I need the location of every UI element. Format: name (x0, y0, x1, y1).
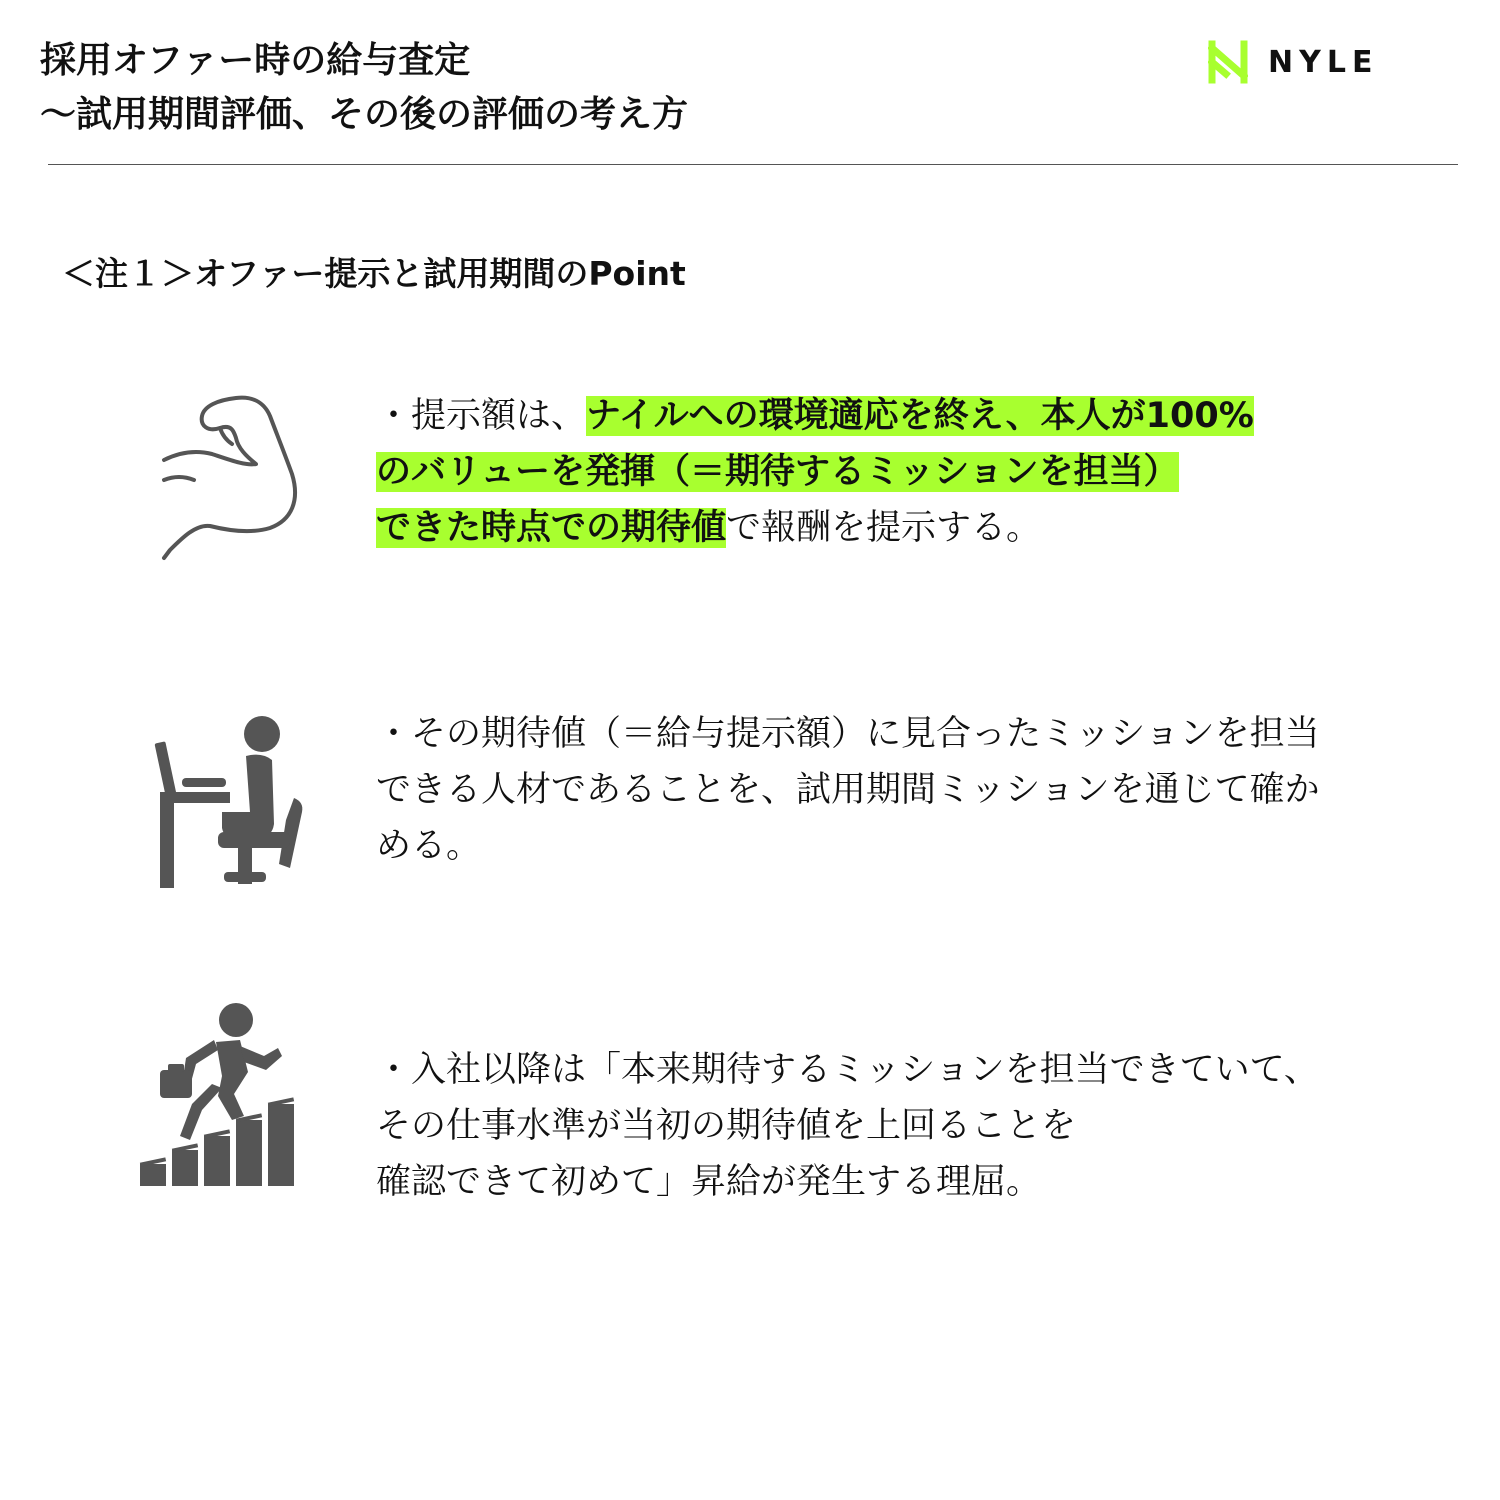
point-1-line-1-plain: ・提示額は、 (376, 396, 587, 436)
header-divider (48, 164, 1458, 165)
page-title-line-1: 採用オファー時の給与査定 (40, 40, 471, 81)
point-2-line-2: できる人材であることを、試用期間ミッションを通じて確か (376, 770, 1320, 810)
nyle-logo (1208, 40, 1378, 84)
flexed-arm-icon (160, 390, 310, 569)
point-2-line-1: ・その期待値（＝給与提示額）に見合ったミッションを担当 (376, 714, 1320, 754)
section-heading: ＜注１＞オファー提示と試用期間のPoint (62, 254, 686, 293)
point-1-line-1-highlight: ナイルへの環境適応を終え、本人が100% (586, 396, 1254, 436)
logo-text: NYLE (1268, 44, 1379, 80)
point-1-text (376, 388, 1436, 556)
point-3-text (376, 1042, 1436, 1210)
point-1-line-2-highlight: のバリューを発揮（＝期待するミッションを担当） (376, 452, 1179, 492)
page-title (40, 34, 1040, 142)
point-3-line-1: ・入社以降は「本来期待するミッションを担当できていて、 (376, 1050, 1319, 1090)
point-2-text (376, 706, 1436, 874)
person-at-desk-icon (152, 712, 312, 896)
point-1-line-3-plain: で報酬を提示する。 (726, 508, 1042, 548)
nyle-logo-mark-icon (1208, 40, 1248, 84)
page-title-line-2: ～試用期間評価、その後の評価の考え方 (40, 94, 689, 135)
point-1-line-3-highlight: できた時点での期待値 (376, 508, 727, 548)
point-2-line-3: める。 (376, 826, 482, 866)
point-3-line-2: その仕事水準が当初の期待値を上回ることを (376, 1106, 1077, 1146)
point-3-line-3: 確認できて初めて」昇給が発生する理屈。 (376, 1162, 1042, 1202)
climbing-stairs-icon (136, 1000, 316, 1194)
